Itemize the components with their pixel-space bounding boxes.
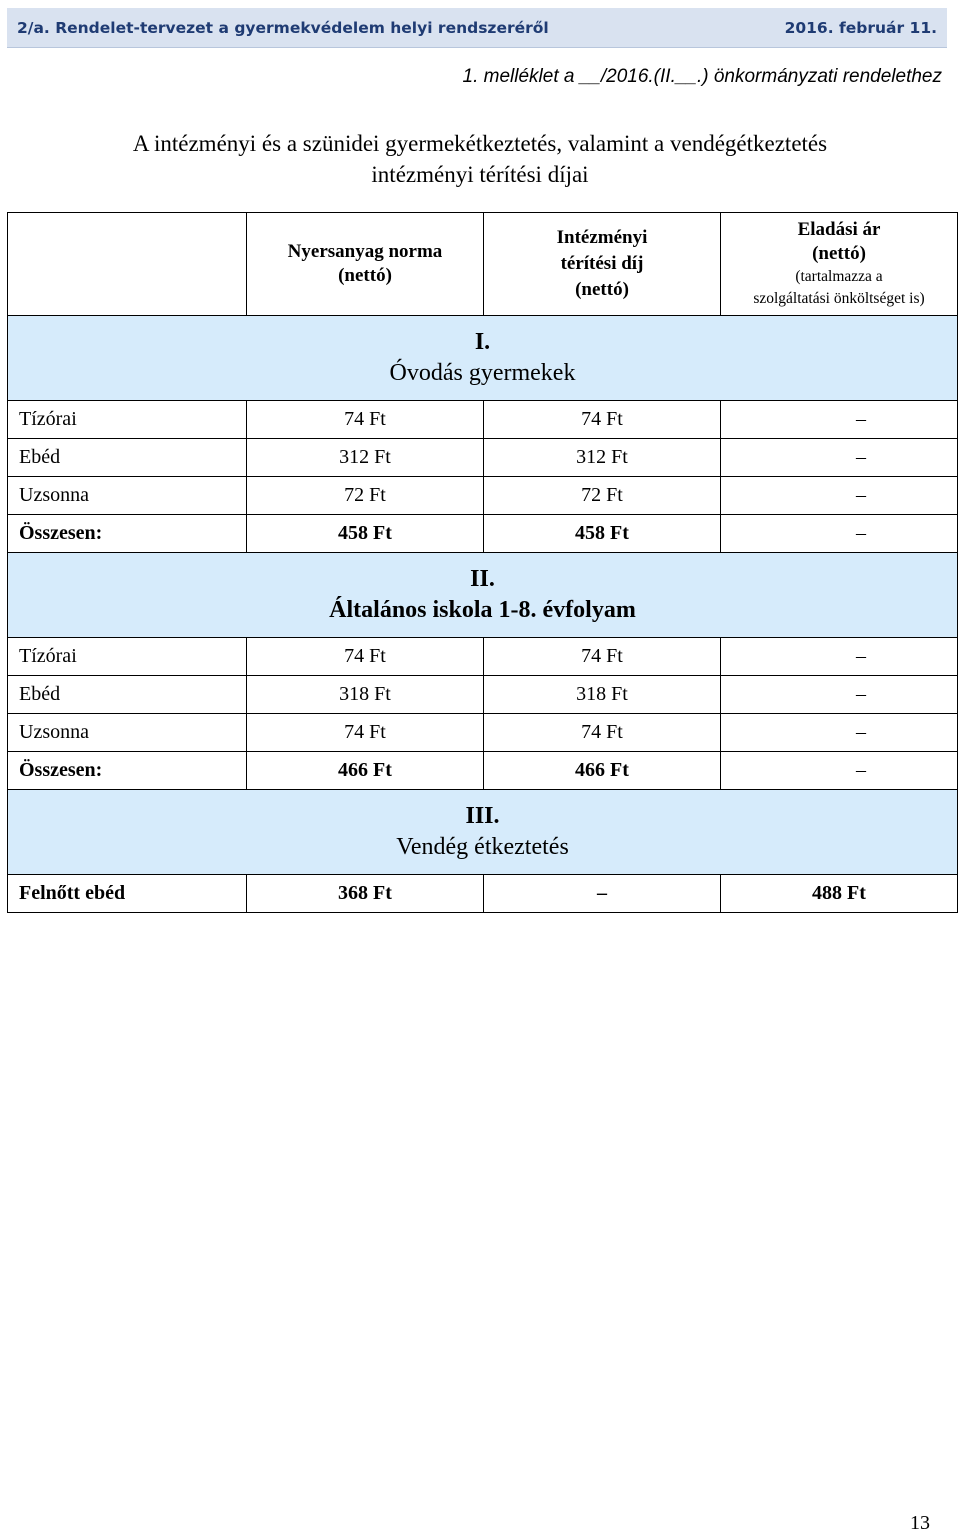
- header-institutional-fee: Intézményi térítési díj (nettó): [484, 213, 721, 316]
- table-row: Ebéd 318 Ft 318 Ft –: [8, 676, 958, 714]
- header-sale-price: Eladási ár (nettó) (tartalmazza a szolgáltatási önköltséget is): [721, 213, 958, 316]
- section-roman: II.: [470, 566, 495, 592]
- title-line-2: intézményi térítési díjai: [371, 162, 589, 187]
- table-row: Tízórai 74 Ft 74 Ft –: [8, 401, 958, 439]
- running-header: [7, 8, 947, 48]
- document-title: [0, 128, 960, 190]
- section-heading: [8, 316, 958, 401]
- header-title: 2/a. Rendelet-tervezet a gyermekvédelem helyi rendszeréről: [17, 18, 549, 37]
- table-row: Uzsonna 74 Ft 74 Ft –: [8, 714, 958, 752]
- section-heading: [8, 553, 958, 638]
- section-roman: I.: [474, 329, 491, 355]
- total-row: Összesen: 458 Ft 458 Ft –: [8, 515, 958, 553]
- total-row: Összesen: 466 Ft 466 Ft –: [8, 752, 958, 790]
- header-date: 2016. február 11.: [784, 18, 937, 37]
- header-raw-material-norm: Nyersanyag norma (nettó): [247, 213, 484, 316]
- section-roman: III.: [465, 803, 500, 829]
- table-header-row: [8, 213, 958, 316]
- header-empty-cell: [8, 213, 247, 316]
- fee-table: [7, 212, 958, 913]
- table-row: Uzsonna 72 Ft 72 Ft –: [8, 477, 958, 515]
- table-row: Felnőtt ebéd 368 Ft – 488 Ft: [8, 875, 958, 913]
- title-line-1: A intézményi és a szünidei gyermekétkeztetés, valamint a vendégétkeztetés: [132, 131, 828, 156]
- section-name: Általános iskola 1-8. évfolyam: [329, 597, 636, 623]
- section-name: Vendég étkeztetés: [396, 834, 569, 860]
- table-row: Tízórai 74 Ft 74 Ft –: [8, 638, 958, 676]
- section-name: Óvodás gyermekek: [389, 360, 576, 386]
- section-heading: [8, 790, 958, 875]
- page-number: 13: [910, 1512, 930, 1534]
- table-row: Ebéd 312 Ft 312 Ft –: [8, 439, 958, 477]
- annex-reference: 1. melléklet a __/2016.(II.__.) önkormányzati rendelethez: [462, 66, 942, 87]
